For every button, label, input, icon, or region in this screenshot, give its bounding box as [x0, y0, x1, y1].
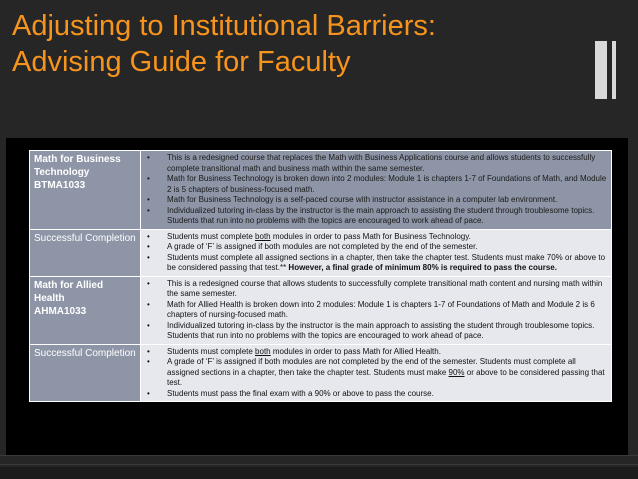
bullet-icon: •: [147, 299, 150, 309]
list-item: • Math for Business Technology is broken down into 2 modules: Module 1 is chapters 1-7 of Foundations of Math, and Module 2 is 5 chapters of business-focused math.: [147, 174, 607, 194]
list-item: • Students must complete all assigned sections in a chapter, then take the chapter test. Students must make 70% or above to be considered passing that test.** However, a final grade of minimum 80% is required to pass the course.: [147, 252, 606, 272]
list-item: • This is a redesigned course that replaces the Math with Business Applications course and allows students to successfully complete transitional math and business math within the same semester.: [147, 153, 596, 173]
course-description-cell: [141, 276, 612, 344]
list-item: • This is a redesigned course that allows students to successfully complete transitional math content and nursing math within the same semester.: [147, 278, 603, 298]
table-row-ahma: [30, 276, 612, 344]
bullet-icon: •: [147, 153, 150, 162]
advising-table: [29, 150, 612, 402]
course-label-cell: [30, 151, 141, 230]
list-item: • Math for Business Technology is a self-paced course with instructor assistance in a computer lab environment.: [147, 195, 558, 204]
list-item: • Math for Allied Health is broken down into 2 modules: Module 1 is chapters 1-7 of Foundations of Math and Module 2 is 6 chapters of nursing-focused math.: [147, 299, 595, 319]
course-name-line-1: Math for Business: [34, 154, 121, 165]
bullet-icon: •: [147, 357, 150, 366]
course-code: BTMA1033: [34, 180, 86, 191]
slide-title-line-1: Adjusting to Institutional Barriers:: [12, 10, 436, 42]
completion-label-cell: [30, 344, 141, 402]
course-description-cell: [141, 151, 612, 230]
bullet-icon: •: [147, 388, 150, 398]
list-item: • A grade of ‘F’ is assigned if both modules are not completed by the end of the semester. Students must complete all assigned sections in a chapter, then take the chapter test. Students must make 90% or above to be considered passing that test.: [147, 357, 605, 387]
slide-title-line-2: Advising Guide for Faculty: [12, 46, 351, 78]
footer-band: [0, 467, 638, 479]
bullet-icon: •: [147, 242, 150, 251]
course-code: AHMA1033: [34, 305, 87, 317]
course-label-cell: [30, 276, 141, 344]
accent-bar-thick: [595, 41, 607, 99]
bullet-icon: •: [147, 231, 150, 241]
footer-strip: [0, 455, 638, 465]
bullet-icon: •: [147, 320, 150, 330]
table-row-btma-completion: [30, 229, 612, 276]
completion-label: Successful Completion: [34, 232, 136, 244]
list-item: • Individualized tutoring in-class by the instructor is the main approach to assisting the student through troublesome topics. Students that run into no problems with the topics are encouraged to work ahead of pace.: [147, 320, 595, 340]
course-name-line-1: Math for Allied Health: [34, 279, 104, 304]
course-name: [34, 153, 136, 192]
bullet-icon: •: [147, 278, 150, 288]
accent-bar-thin: [612, 41, 616, 99]
list-item: • A grade of ‘F’ is assigned if both modules are not completed by the end of the semester.: [147, 242, 478, 251]
table-row-btma: [30, 151, 612, 230]
completion-criteria-cell: [141, 344, 612, 402]
bullet-icon: •: [147, 346, 150, 356]
list-item: • Individualized tutoring in-class by the instructor is the main approach to assisting the student through troublesome topics. Students that run into no problems with the topics are encouraged to work ahead of pace.: [147, 205, 595, 225]
slide-title: [12, 8, 572, 80]
bullet-icon: •: [147, 205, 150, 215]
bullet-icon: •: [147, 252, 150, 262]
completion-label: Successful Completion: [34, 347, 136, 359]
bullet-icon: •: [147, 174, 150, 183]
list-item: • Students must complete both modules in order to pass Math for Business Technology.: [147, 231, 471, 241]
list-item: • Students must pass the final exam with a 90% or above to pass the course.: [147, 388, 434, 398]
course-name: [34, 279, 136, 318]
completion-label-cell: [30, 229, 141, 276]
list-item: • Students must complete both modules in order to pass Math for Allied Health.: [147, 346, 441, 356]
bullet-icon: •: [147, 195, 150, 204]
table-row-ahma-completion: [30, 344, 612, 402]
course-name-line-2: Technology: [34, 167, 90, 178]
completion-criteria-cell: [141, 229, 612, 276]
